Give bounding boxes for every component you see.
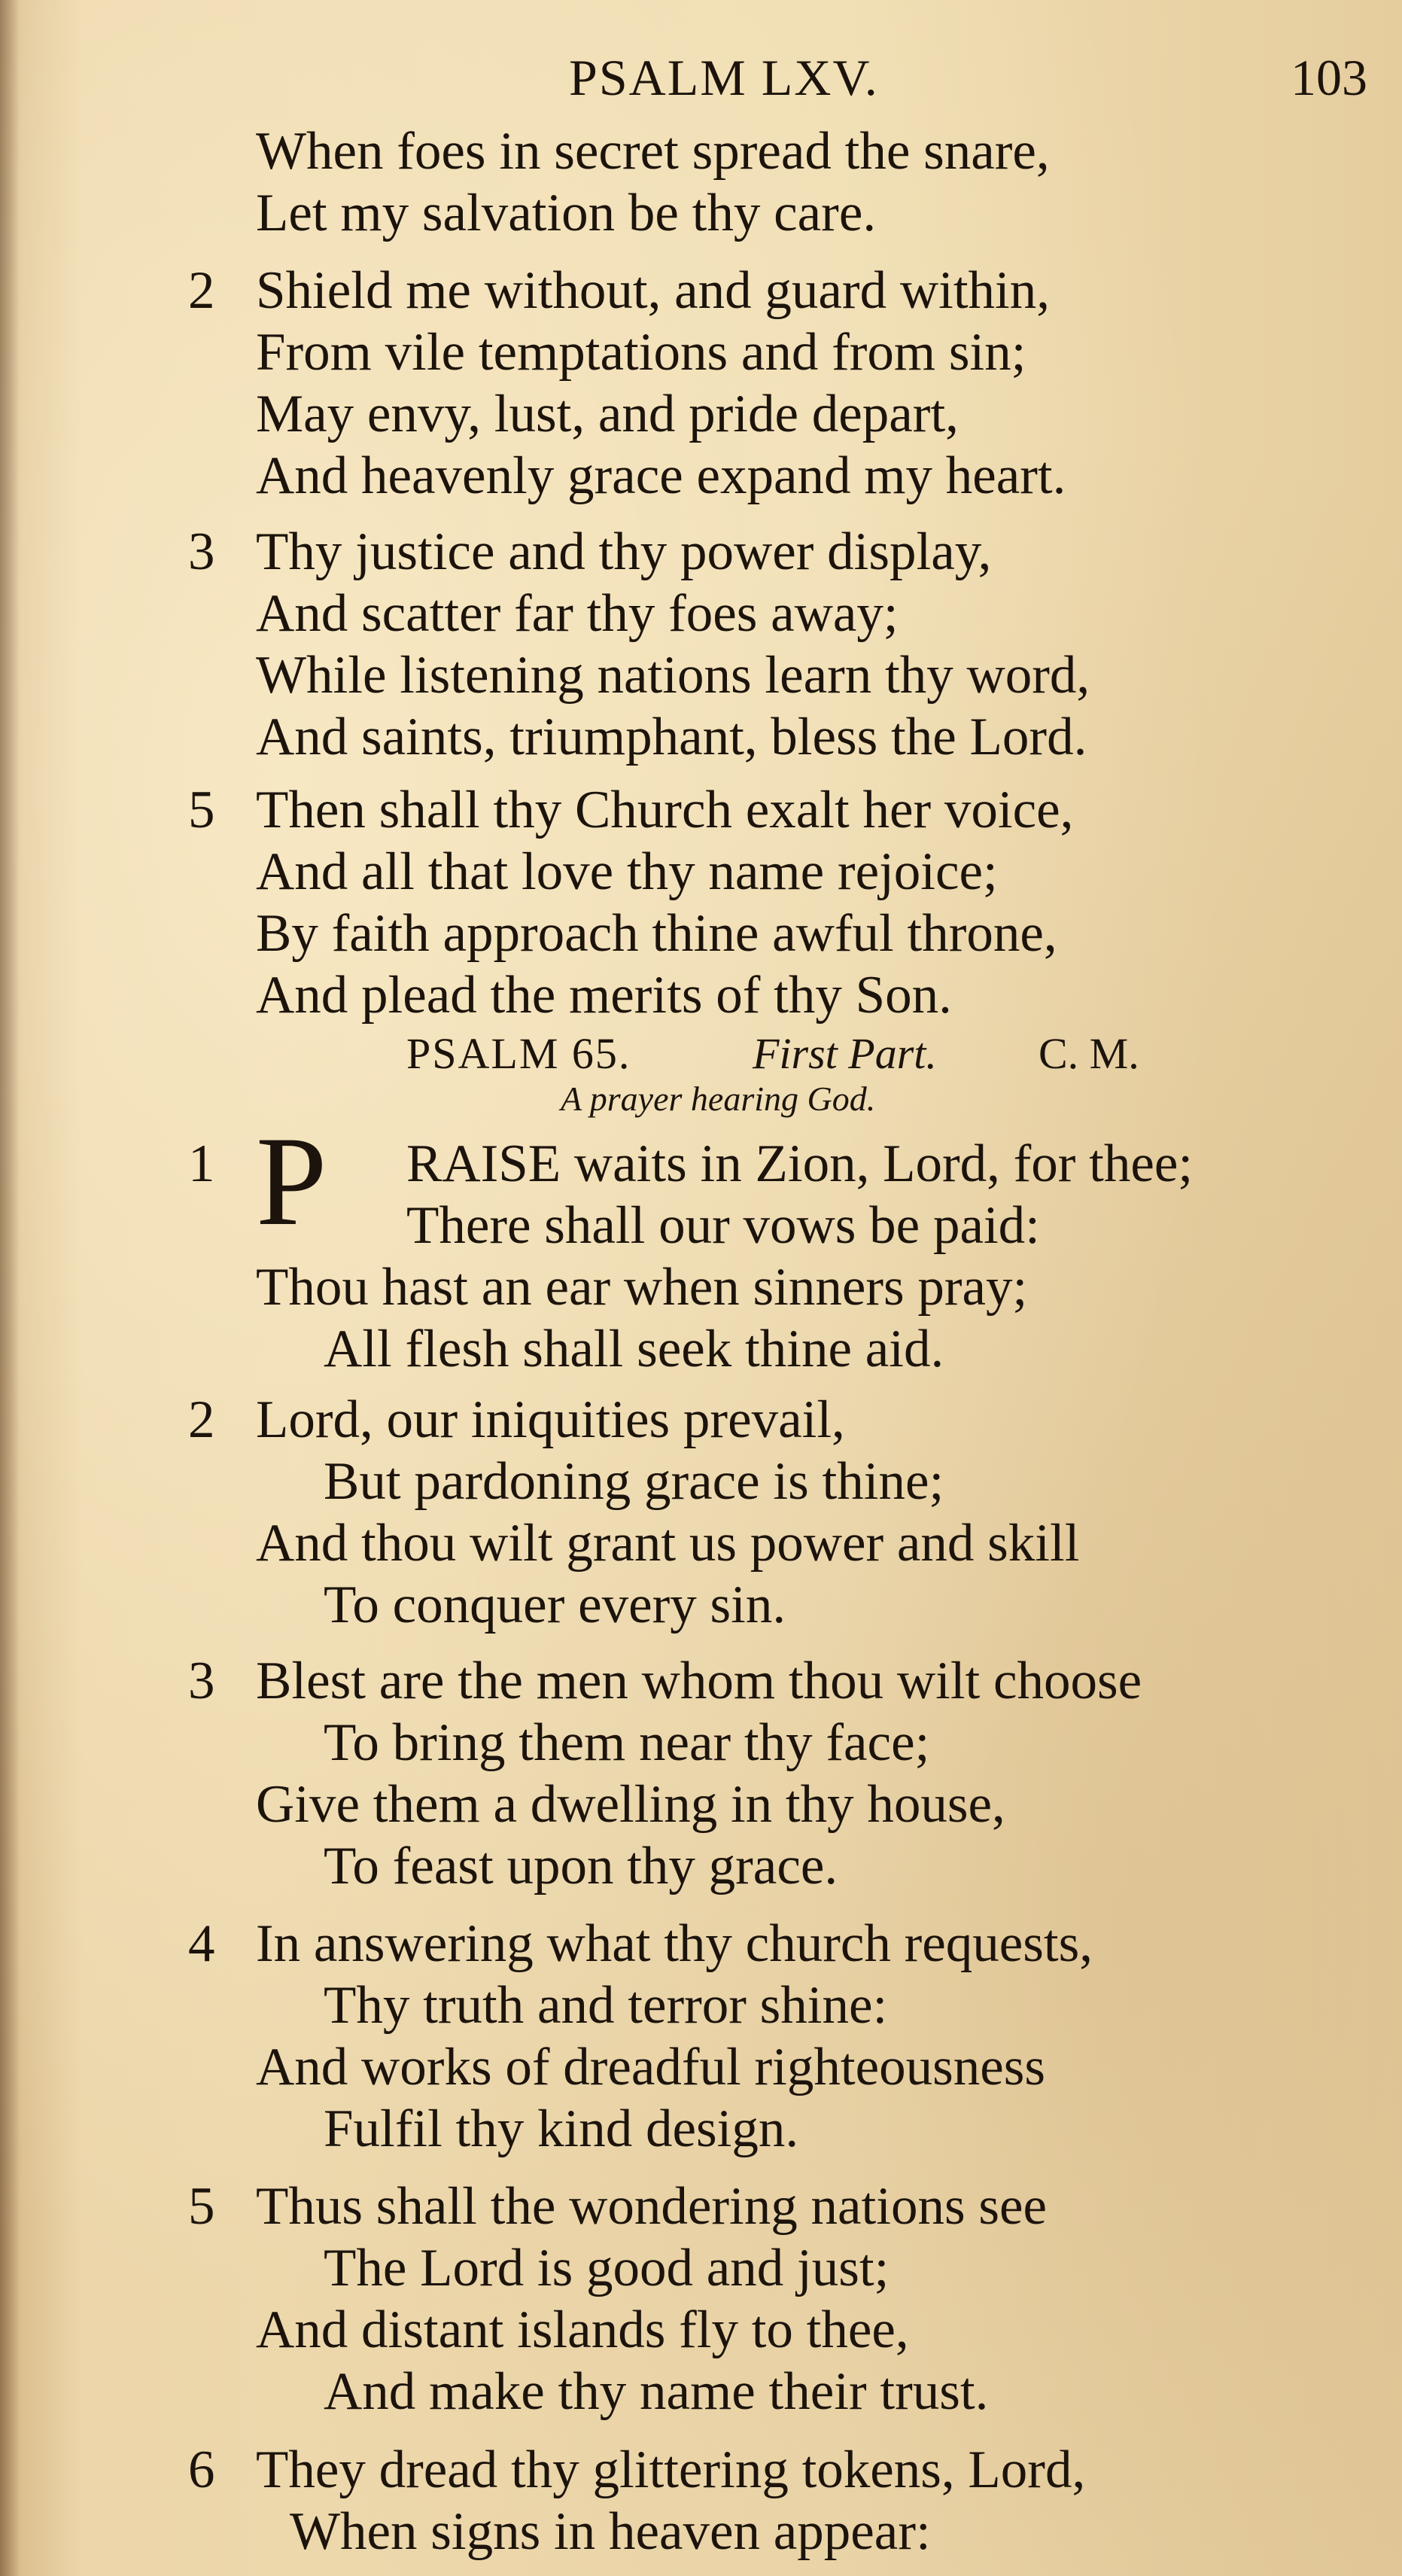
verse-line-text: And make thy name their trust. bbox=[324, 2362, 989, 2421]
verse-line-text: And scatter far thy foes away; bbox=[256, 584, 899, 643]
verse-number: 5 bbox=[188, 781, 215, 839]
verse-line-text: And distant islands fly to thee, bbox=[256, 2300, 909, 2359]
verse-line-text: Blest are the men whom thou wilt choose bbox=[256, 1652, 1142, 1710]
verse-line-text: And thou wilt grant us power and skill bbox=[256, 1514, 1080, 1573]
verse-line-text: Shield me without, and guard within, bbox=[256, 261, 1051, 320]
gutter-shadow bbox=[0, 0, 20, 2576]
verse-line-text: May envy, lust, and pride depart, bbox=[256, 385, 959, 443]
verse-line-text: And all that love thy name rejoice; bbox=[256, 842, 998, 901]
psalm-heading bbox=[0, 1028, 1402, 1080]
verse-line-text: And saints, triumphant, bless the Lord. bbox=[256, 708, 1087, 766]
verse-line-text: All flesh shall seek thine aid. bbox=[324, 1320, 944, 1378]
verse-line-text: Give them a dwelling in thy house, bbox=[256, 1775, 1005, 1834]
verse-line-text: Thou hast an ear when sinners pray; bbox=[256, 1258, 1028, 1317]
verse-number: 3 bbox=[188, 1652, 215, 1710]
verse-number: 6 bbox=[188, 2441, 215, 2499]
verse-line-text: Let my salvation be thy care. bbox=[256, 184, 877, 242]
verse-number: 3 bbox=[188, 522, 215, 581]
verse-line-text: When signs in heaven appear: bbox=[290, 2502, 931, 2561]
verse-line-text: But pardoning grace is thine; bbox=[324, 1452, 944, 1511]
verse-line-text: Lord, our iniquities prevail, bbox=[256, 1390, 845, 1449]
page-number: 103 bbox=[1291, 49, 1367, 106]
verse-line-text: Then shall thy Church exalt her voice, bbox=[256, 781, 1074, 839]
verse-line-text: And plead the merits of thy Son. bbox=[256, 966, 952, 1025]
psalm-subtitle: A prayer hearing God. bbox=[561, 1079, 876, 1118]
verse-line-text: RAISE waits in Zion, Lord, for thee; bbox=[406, 1134, 1194, 1193]
verse-line-text: To bring them near thy face; bbox=[324, 1713, 930, 1772]
psalm-part: First Part. bbox=[753, 1029, 937, 1078]
verse-line-text: The Lord is good and just; bbox=[324, 2239, 890, 2297]
verse-line-text: Thus shall the wondering nations see bbox=[256, 2177, 1047, 2236]
verse-line-text: In answering what thy church requests, bbox=[256, 1914, 1093, 1973]
verse-number: 2 bbox=[188, 1390, 215, 1449]
verse-line-text: There shall our vows be paid: bbox=[406, 1196, 1040, 1255]
verse-number: 4 bbox=[188, 1914, 215, 1973]
verse-line-text: When foes in secret spread the snare, bbox=[256, 122, 1050, 181]
verse-line-text: To feast upon thy grace. bbox=[324, 1837, 838, 1895]
drop-cap: P bbox=[256, 1110, 327, 1252]
verse-line-text: To conquer every sin. bbox=[324, 1576, 786, 1634]
verse-line-text: From vile temptations and from sin; bbox=[256, 323, 1026, 382]
verse-number: 1 bbox=[188, 1134, 215, 1193]
verse-line-text: And heavenly grace expand my heart. bbox=[256, 446, 1066, 505]
verse-number: 5 bbox=[188, 2177, 215, 2236]
header-title: PSALM LXV. bbox=[569, 49, 879, 106]
verse-line-text: Thy truth and terror shine: bbox=[324, 1976, 888, 2035]
psalm-number: PSALM 65. bbox=[406, 1029, 631, 1078]
verse-line-text: They dread thy glittering tokens, Lord, bbox=[256, 2441, 1086, 2499]
verse-line-text: While listening nations learn thy word, bbox=[256, 646, 1090, 705]
verse-line-text: Thy justice and thy power display, bbox=[256, 522, 992, 581]
psalm-meter: C. M. bbox=[1039, 1029, 1139, 1078]
verse-line-text: By faith approach thine awful throne, bbox=[256, 904, 1057, 963]
running-header bbox=[0, 36, 1402, 119]
verse-number: 2 bbox=[188, 261, 215, 320]
verse-line-text: Fulfil thy kind design. bbox=[324, 2099, 799, 2158]
verse-line-text: And works of dreadful righteousness bbox=[256, 2038, 1046, 2096]
